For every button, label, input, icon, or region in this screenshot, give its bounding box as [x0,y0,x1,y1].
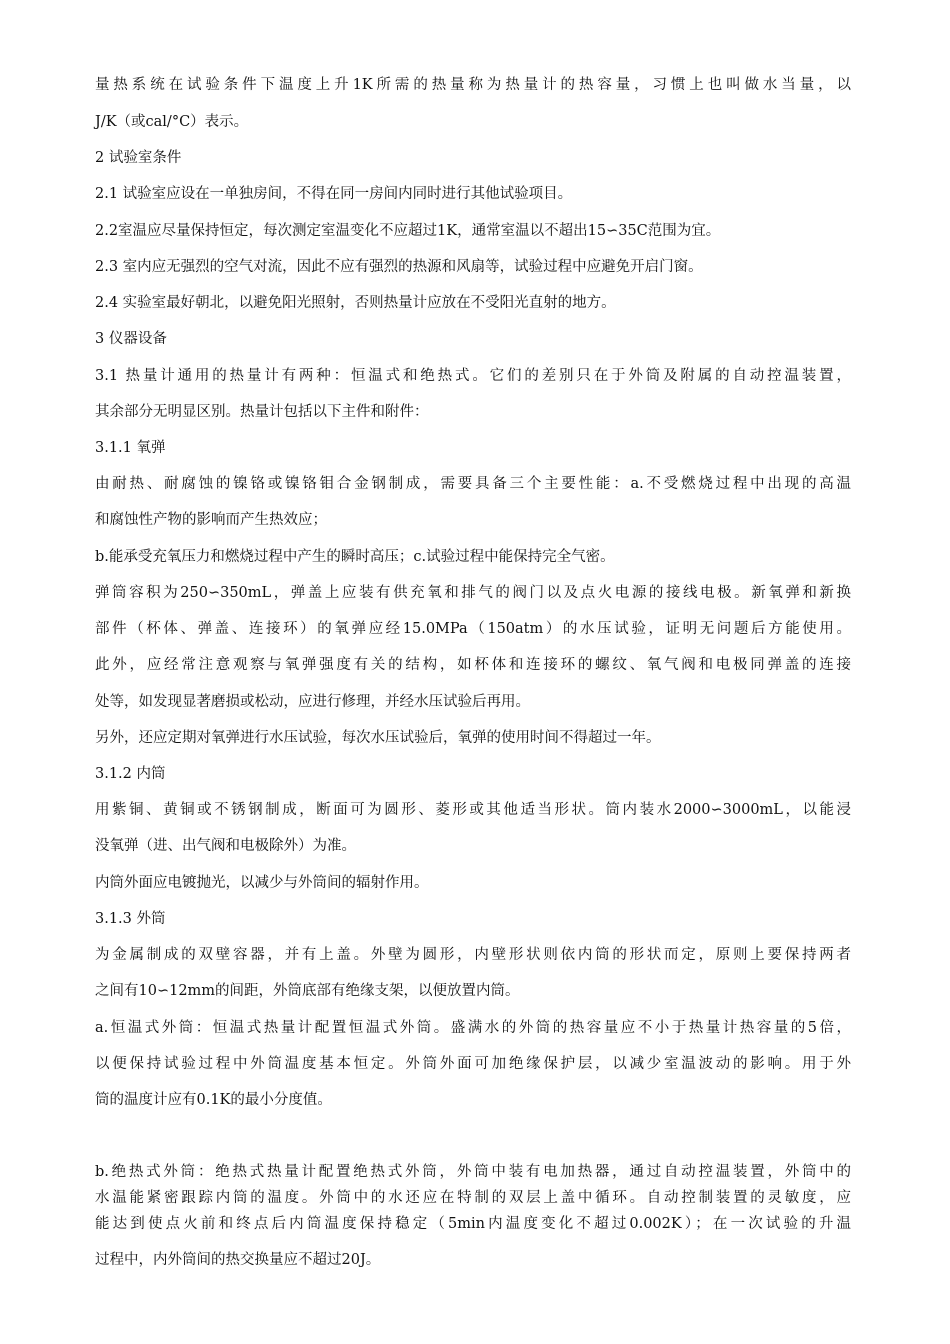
text-line: 以便保持试验过程中外筒温度基本恒定。外筒外面可加绝缘保护层，以减少室温波动的影响。用于外 [95,1056,851,1072]
subsection-heading: 3.1.2 内筒 [95,766,166,782]
text-line: b.绝热式外筒：绝热式热量计配置绝热式外筒，外筒中装有电加热器，通过自动控温装置，外筒中的 [95,1164,851,1180]
text-line: 没氧弹（进、出气阀和电极除外）为准。 [95,838,356,854]
text-line: 2.1 试验室应设在一单独房间，不得在同一房间内同时进行其他试验项目。 [95,186,573,202]
section-heading: 2 试验室条件 [95,150,182,166]
subsection-heading: 3.1.3 外筒 [95,911,166,927]
text-line: J/K（或cal/°C）表示。 [95,114,249,130]
text-line: 能达到使点火前和终点后内筒温度保持稳定（5min内温度变化不超过0.002K）；在一次试验的升温 [95,1216,851,1232]
text-line: 水温能紧密跟踪内筒的温度。外筒中的水还应在特制的双层上盖中循环。自动控制装置的灵敏度，应 [95,1190,851,1206]
text-line: 其余部分无明显区别。热量计包括以下主件和附件： [95,404,429,420]
text-line: 内筒外面应电镀抛光，以减少与外筒间的辐射作用。 [95,875,429,891]
text-line: 另外，还应定期对氧弹进行水压试验，每次水压试验后，氧弹的使用时间不得超过一年。 [95,730,661,746]
text-line: 处等，如发现显著磨损或松动，应进行修理，并经水压试验后再用。 [95,694,530,710]
section-heading: 3 仪器设备 [95,331,167,347]
text-line: 此外，应经常注意观察与氧弹强度有关的结构，如杯体和连接环的螺纹、氧气阀和电极同弹盖的连接 [95,657,851,673]
text-line: 弹筒容积为250∽350mL，弹盖上应装有供充氧和排气的阀门以及点火电源的接线电极。新氧弹和新换 [95,585,851,601]
text-line: 由耐热、耐腐蚀的镍铬或镍铬钼合金钢制成，需要具备三个主要性能：a.不受燃烧过程中出现的高温 [95,476,851,492]
text-line: b.能承受充氧压力和燃烧过程中产生的瞬时高压；c.试验过程中能保持完全气密。 [95,549,615,565]
subsection-heading: 3.1.1 氧弹 [95,440,166,456]
text-line: 2.2室温应尽量保持恒定，每次测定室温变化不应超过1K，通常室温以不超出15∽35C范围为宜。 [95,223,721,239]
text-line: a.恒温式外筒：恒温式热量计配置恒温式外筒。盛满水的外筒的热容量应不小于热量计热容量的5倍， [95,1020,851,1036]
text-line: 和腐蚀性产物的影响而产生热效应； [95,512,327,528]
text-line: 为金属制成的双壁容器，并有上盖。外壁为圆形，内壁形状则依内筒的形状而定，原则上要保持两者 [95,947,851,963]
text-line: 之间有10∽12mm的间距，外筒底部有绝缘支架，以便放置内筒。 [95,983,520,999]
text-line: 2.3 室内应无强烈的空气对流，因此不应有强烈的热源和风扇等，试验过程中应避免开启门窗。 [95,259,703,275]
text-line: 2.4 实验室最好朝北，以避免阳光照射，否则热量计应放在不受阳光直射的地方。 [95,295,616,311]
text-line: 部件（杯体、弹盖、连接环）的氧弹应经15.0MPa（150atm）的水压试验，证明无问题后方能使用。 [95,621,851,637]
text-line: 用紫铜、黄铜或不锈钢制成，断面可为圆形、菱形或其他适当形状。筒内装水2000∽3000mL，以能浸 [95,802,851,818]
text-line: 量热系统在试验条件下温度上升1K所需的热量称为热量计的热容量，习惯上也叫做水当量，以 [95,77,851,93]
text-line: 3.1 热量计通用的热量计有两种：恒温式和绝热式。它们的差别只在于外筒及附属的自动控温装置， [95,368,851,384]
text-line: 过程中，内外筒间的热交换量应不超过20J。 [95,1252,381,1268]
text-line: 筒的温度计应有0.1K的最小分度值。 [95,1092,332,1108]
